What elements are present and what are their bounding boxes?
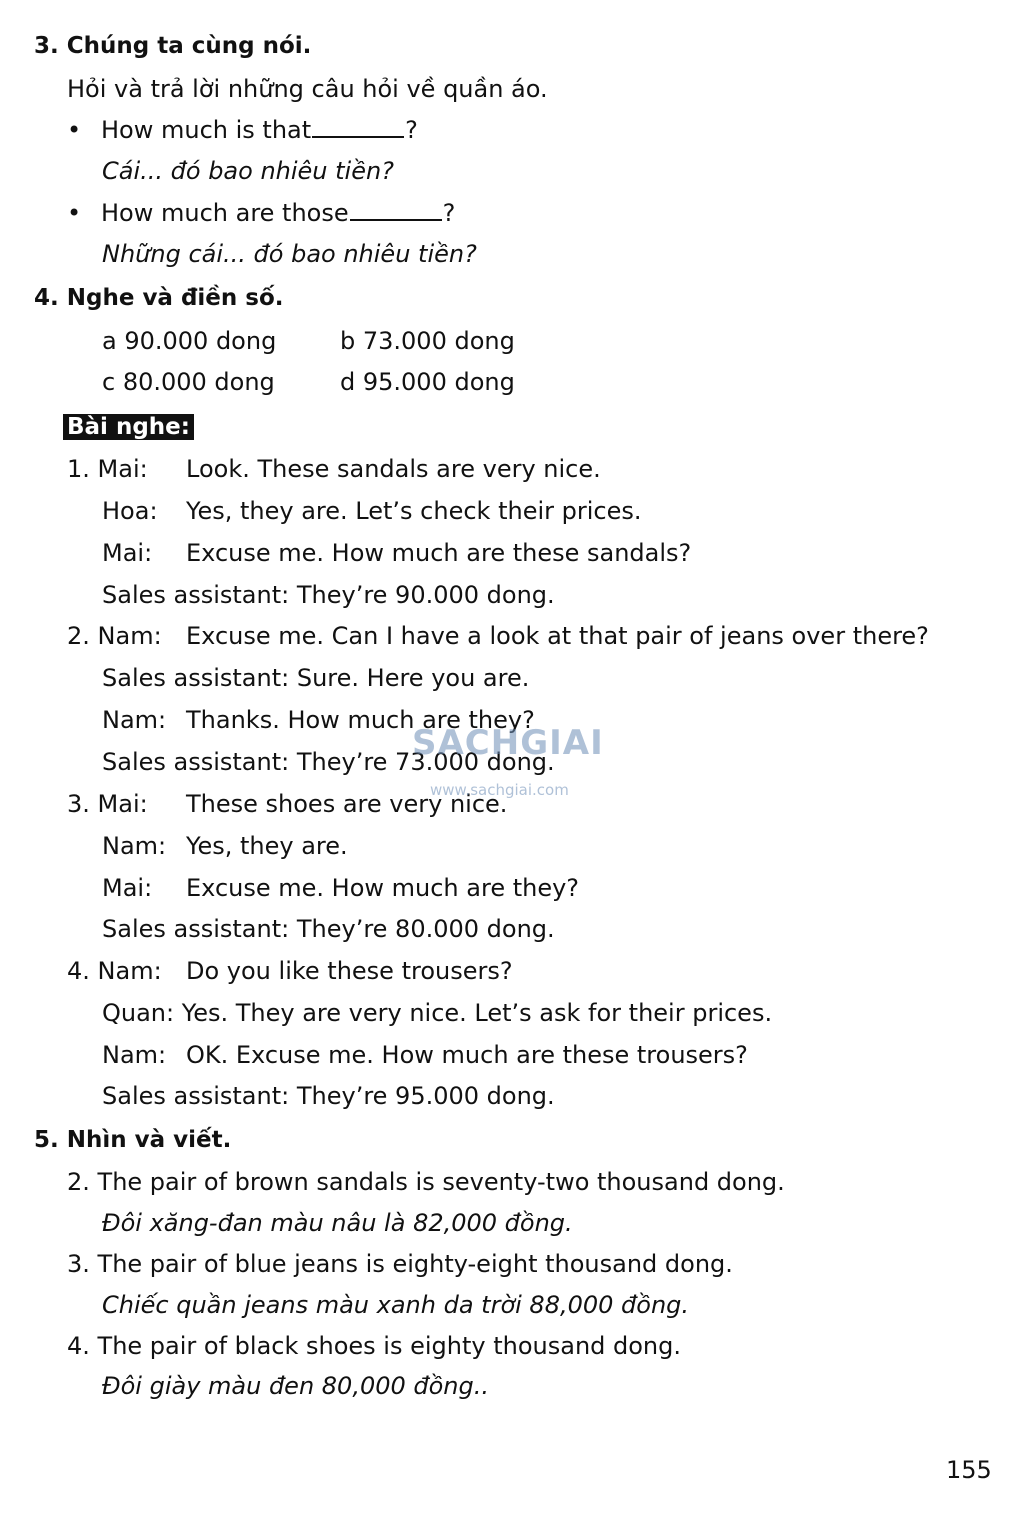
ex3-title: 3. Chúng ta cùng nói. bbox=[34, 33, 312, 59]
ex5-item-2-en: 2. The pair of brown sandals is seventy-two thousand dong. bbox=[67, 1168, 785, 1196]
watermark-logo: SACHGIAI bbox=[412, 723, 604, 763]
bullet: • bbox=[67, 116, 82, 144]
ex3-instruction: Hỏi và trả lời những câu hỏi về quần áo. bbox=[67, 75, 548, 103]
ex3-item-1 bbox=[67, 114, 418, 146]
dialogue-1-line: Look. These sandals are very nice. bbox=[186, 455, 601, 483]
dialogue-line: Sales assistant: Sure. Here you are. bbox=[102, 664, 530, 692]
ex3-item-1-translation: Cái... đó bao nhiêu tiền? bbox=[102, 157, 394, 185]
answer-blank bbox=[350, 197, 442, 221]
ex4-option-b: b 73.000 dong bbox=[340, 327, 515, 355]
ex5-item-4-en: 4. The pair of black shoes is eighty thousand dong. bbox=[67, 1332, 682, 1360]
dialogue-line: Sales assistant: They’re 80.000 dong. bbox=[102, 915, 555, 943]
transcript-label: Bài nghe: bbox=[63, 410, 194, 443]
ex4-title: 4. Nghe và điền số. bbox=[34, 285, 284, 311]
speaker: Mai: bbox=[102, 539, 153, 567]
ex5-item-3-vi: Chiếc quần jeans màu xanh da trời 88,000 đồng. bbox=[102, 1291, 690, 1319]
ex4-option-c: c 80.000 dong bbox=[102, 368, 275, 396]
speaker: Nam: bbox=[102, 706, 167, 734]
ex4-option-d: d 95.000 dong bbox=[340, 368, 515, 396]
dialogue-line: Sales assistant: They’re 95.000 dong. bbox=[102, 1082, 555, 1110]
ex4-option-a: a 90.000 dong bbox=[102, 327, 277, 355]
dialogue-line: Excuse me. How much are these sandals? bbox=[186, 539, 692, 567]
question-text: How much are those bbox=[101, 199, 349, 227]
dialogue-line: Sales assistant: They’re 73.000 dong. bbox=[102, 748, 555, 776]
answer-blank bbox=[312, 114, 404, 138]
ex5-title: 5. Nhìn và viết. bbox=[34, 1127, 232, 1153]
watermark-url: www.sachgiai.com bbox=[430, 781, 569, 799]
speaker: Hoa: bbox=[102, 497, 158, 525]
ex5-item-3-en: 3. The pair of blue jeans is eighty-eight thousand dong. bbox=[67, 1250, 733, 1278]
bullet: • bbox=[67, 199, 82, 227]
dialogue-2-line: Excuse me. Can I have a look at that pair of jeans over there? bbox=[186, 622, 929, 650]
dialogue-line: Yes, they are. Let’s check their prices. bbox=[186, 497, 642, 525]
ex3-item-2 bbox=[67, 197, 456, 229]
ex3-item-2-translation: Những cái... đó bao nhiêu tiền? bbox=[102, 240, 477, 268]
question-mark: ? bbox=[405, 116, 418, 144]
dialogue-4-line: Do you like these trousers? bbox=[186, 957, 513, 985]
speaker: Nam: bbox=[102, 832, 167, 860]
ex5-item-2-vi: Đôi xăng-đan màu nâu là 82,000 đồng. bbox=[102, 1209, 573, 1237]
ex5-item-4-vi: Đôi giày màu đen 80,000 đồng.. bbox=[102, 1372, 490, 1400]
dialogue-line: Thanks. How much are they? bbox=[186, 706, 535, 734]
question-text: How much is that bbox=[101, 116, 312, 144]
dialogue-3-speaker: 3. Mai: bbox=[67, 790, 148, 818]
page-number: 155 bbox=[946, 1456, 992, 1484]
question-mark: ? bbox=[442, 199, 456, 227]
dialogue-line: Excuse me. How much are they? bbox=[186, 874, 580, 902]
dialogue-line: Yes, they are. bbox=[186, 832, 348, 860]
dialogue-4-speaker: 4. Nam: bbox=[67, 957, 162, 985]
speaker: Mai: bbox=[102, 874, 153, 902]
dialogue-line: Sales assistant: They’re 90.000 dong. bbox=[102, 581, 555, 609]
dialogue-3-line: These shoes are very nice. bbox=[186, 790, 508, 818]
dialogue-2-speaker: 2. Nam: bbox=[67, 622, 162, 650]
dialogue-line: OK. Excuse me. How much are these trousers? bbox=[186, 1041, 748, 1069]
dialogue-1-speaker: 1. Mai: bbox=[67, 455, 148, 483]
speaker: Nam: bbox=[102, 1041, 167, 1069]
dialogue-line: Quan: Yes. They are very nice. Let’s ask for their prices. bbox=[102, 999, 773, 1027]
